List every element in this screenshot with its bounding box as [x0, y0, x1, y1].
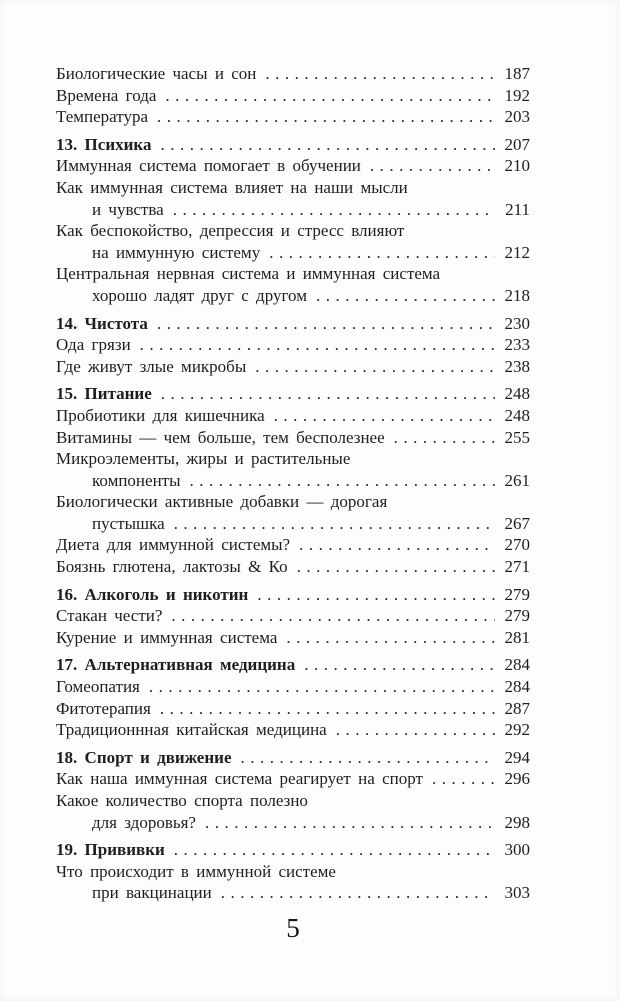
dot-leader	[361, 155, 495, 177]
dot-leader	[165, 513, 495, 535]
toc-entry-row	[56, 334, 530, 356]
toc-entry-page: 212	[504, 242, 530, 262]
toc-entry-row	[56, 698, 530, 720]
toc-entry-row	[56, 676, 530, 698]
dot-leader	[148, 106, 495, 128]
toc-entry-page: 296	[504, 769, 530, 789]
dot-leader	[212, 882, 495, 904]
dot-leader	[151, 134, 495, 156]
toc-entry-row	[56, 356, 530, 378]
toc-entry-row	[56, 719, 530, 741]
toc-entry-row	[56, 556, 530, 578]
toc-entry-title: Пробиотики для кишечника	[56, 405, 265, 425]
dot-leader	[295, 654, 495, 676]
toc-chapter-row	[56, 584, 530, 606]
toc-entry-title: пустышка	[92, 513, 165, 533]
toc-entry-row	[56, 106, 530, 128]
dot-leader	[181, 470, 495, 492]
toc-entry-title: Диета для иммунной системы?	[56, 535, 291, 555]
toc-entry-page: 284	[504, 655, 530, 675]
toc-entry-title: Иммунная система помогает в обучении	[56, 156, 361, 176]
toc-entry-row	[56, 470, 530, 492]
toc-entry-title: 18. Спорт и движение	[56, 747, 232, 767]
toc-entry-title: на иммунную систему	[92, 242, 261, 262]
toc-entry-page: 248	[504, 405, 530, 425]
toc-entry-page: 230	[504, 313, 530, 333]
dot-leader	[327, 719, 495, 741]
toc-entry-row	[56, 220, 530, 242]
dot-leader	[196, 812, 495, 834]
toc-entry-page: 284	[504, 677, 530, 697]
toc-entry-title: 15. Питание	[56, 384, 152, 404]
toc-entry-title: Боязнь глютена, лактозы & Ко	[56, 557, 288, 577]
toc-entry-page: 298	[504, 812, 530, 832]
toc-entry-page: 279	[504, 606, 530, 626]
toc-entry-row	[56, 177, 530, 199]
dot-leader	[288, 556, 495, 578]
toc-entry-title: 13. Психика	[56, 134, 152, 154]
dot-leader	[256, 63, 495, 85]
toc-entry-title: для здоровья?	[92, 812, 196, 832]
toc-entry-title: Где живут злые микробы	[56, 356, 247, 376]
toc-entry-title: Биологические часы и сон	[56, 64, 257, 83]
toc-entry-title: Как беспокойство, депрессия и стресс влияют	[56, 221, 405, 241]
toc-entry-page: 270	[504, 535, 530, 555]
toc-entry-title: Температура	[56, 107, 149, 127]
toc-entry-page: 279	[504, 584, 530, 604]
toc-entry-row	[56, 199, 530, 221]
table-of-contents	[56, 63, 530, 904]
toc-chapter-row	[56, 313, 530, 335]
toc-entry-page: 211	[505, 199, 530, 219]
dot-leader	[265, 405, 495, 427]
dot-leader	[248, 584, 495, 606]
toc-entry-title: Что происходит в иммунной системе	[56, 861, 336, 881]
toc-entry-page: 303	[504, 883, 530, 903]
toc-entry-page: 294	[504, 747, 530, 767]
toc-entry-title: Витамины — чем больше, тем бесполезнее	[56, 427, 385, 447]
toc-entry-row	[56, 812, 530, 834]
toc-entry-row	[56, 534, 530, 556]
toc-chapter-row	[56, 134, 530, 156]
toc-entry-page: 287	[504, 698, 530, 718]
toc-entry-page: 248	[504, 384, 530, 404]
toc-entry-title: Времена года	[56, 85, 157, 105]
toc-entry-row	[56, 285, 530, 307]
dot-leader	[385, 427, 495, 449]
dot-leader	[152, 383, 495, 405]
toc-entry-row	[56, 491, 530, 513]
toc-entry-page: 233	[504, 335, 530, 355]
dot-leader	[156, 85, 495, 107]
dot-leader	[246, 356, 495, 378]
toc-entry-title: Биологически активные добавки — дорогая	[56, 492, 388, 512]
toc-entry-row	[56, 790, 530, 812]
toc-entry-row	[56, 882, 530, 904]
toc-entry-page: 271	[504, 557, 530, 577]
toc-entry-title: хорошо ладят друг с другом	[92, 285, 307, 305]
dot-leader	[165, 839, 495, 861]
toc-entry-page: 210	[504, 156, 530, 176]
dot-leader	[260, 242, 495, 264]
page-footer	[56, 913, 530, 944]
dot-leader	[140, 676, 495, 698]
toc-entry-title: Стакан чести?	[56, 606, 163, 626]
toc-entry-page: 255	[504, 427, 530, 447]
toc-entry-row	[56, 155, 530, 177]
toc-entry-page: 267	[504, 513, 530, 533]
dot-leader	[164, 199, 495, 221]
toc-entry-row	[56, 85, 530, 107]
toc-entry-page: 192	[504, 85, 530, 105]
toc-entry-page: 238	[504, 356, 530, 376]
toc-entry-title: Микроэлементы, жиры и растительные	[56, 449, 351, 469]
toc-entry-page: 281	[504, 627, 530, 647]
toc-entry-row	[56, 861, 530, 883]
dot-leader	[307, 285, 495, 307]
toc-entry-title: Курение и иммунная система	[56, 627, 278, 647]
toc-entry-title: 17. Альтернативная медицина	[56, 655, 296, 675]
toc-entry-row	[56, 263, 530, 285]
toc-entry-row	[56, 768, 530, 790]
toc-entry-title: Какое количество спорта полезно	[56, 791, 308, 810]
toc-chapter-row	[56, 383, 530, 405]
toc-entry-row	[56, 605, 530, 627]
toc-entry-title: Традиционнная китайская медицина	[56, 720, 327, 740]
toc-entry-title: Как иммунная система влияет на наши мысли	[56, 177, 408, 197]
toc-entry-page: 292	[504, 720, 530, 740]
dot-leader	[148, 313, 495, 335]
toc-entry-title: Ода грязи	[56, 335, 131, 355]
toc-entry-row	[56, 513, 530, 535]
dot-leader	[423, 768, 495, 790]
page-number: 5	[286, 913, 300, 943]
toc-entry-row	[56, 427, 530, 449]
toc-chapter-row	[56, 654, 530, 676]
toc-chapter-row	[56, 839, 530, 861]
toc-entry-title: Гомеопатия	[56, 677, 140, 697]
toc-entry-title: 16. Алкоголь и никотин	[56, 584, 249, 604]
toc-chapter-row	[56, 747, 530, 769]
toc-entry-title: Центральная нервная система и иммунная система	[56, 264, 441, 284]
toc-entry-title: при вакцинации	[92, 883, 212, 903]
toc-entry-page: 187	[504, 64, 530, 83]
dot-leader	[277, 627, 495, 649]
dot-leader	[151, 698, 495, 720]
toc-entry-page: 203	[504, 107, 530, 127]
toc-entry-row	[56, 448, 530, 470]
toc-entry-row	[56, 63, 530, 85]
toc-entry-page: 261	[504, 470, 530, 490]
toc-entry-page: 207	[504, 134, 530, 154]
dot-leader	[131, 334, 495, 356]
toc-entry-row	[56, 627, 530, 649]
toc-entry-title: Фитотерапия	[56, 698, 151, 718]
dot-leader	[162, 605, 495, 627]
toc-entry-page: 218	[504, 285, 530, 305]
toc-entry-title: 14. Чистота	[56, 313, 148, 333]
toc-entry-page: 300	[504, 840, 530, 860]
toc-entry-title: Как наша иммунная система реагирует на спорт	[56, 769, 423, 789]
dot-leader	[232, 747, 496, 769]
toc-entry-row	[56, 242, 530, 264]
toc-entry-title: и чувства	[92, 199, 164, 219]
toc-entry-title: компоненты	[92, 470, 181, 490]
dot-leader	[290, 534, 495, 556]
toc-entry-title: 19. Прививки	[56, 840, 165, 860]
toc-entry-row	[56, 405, 530, 427]
